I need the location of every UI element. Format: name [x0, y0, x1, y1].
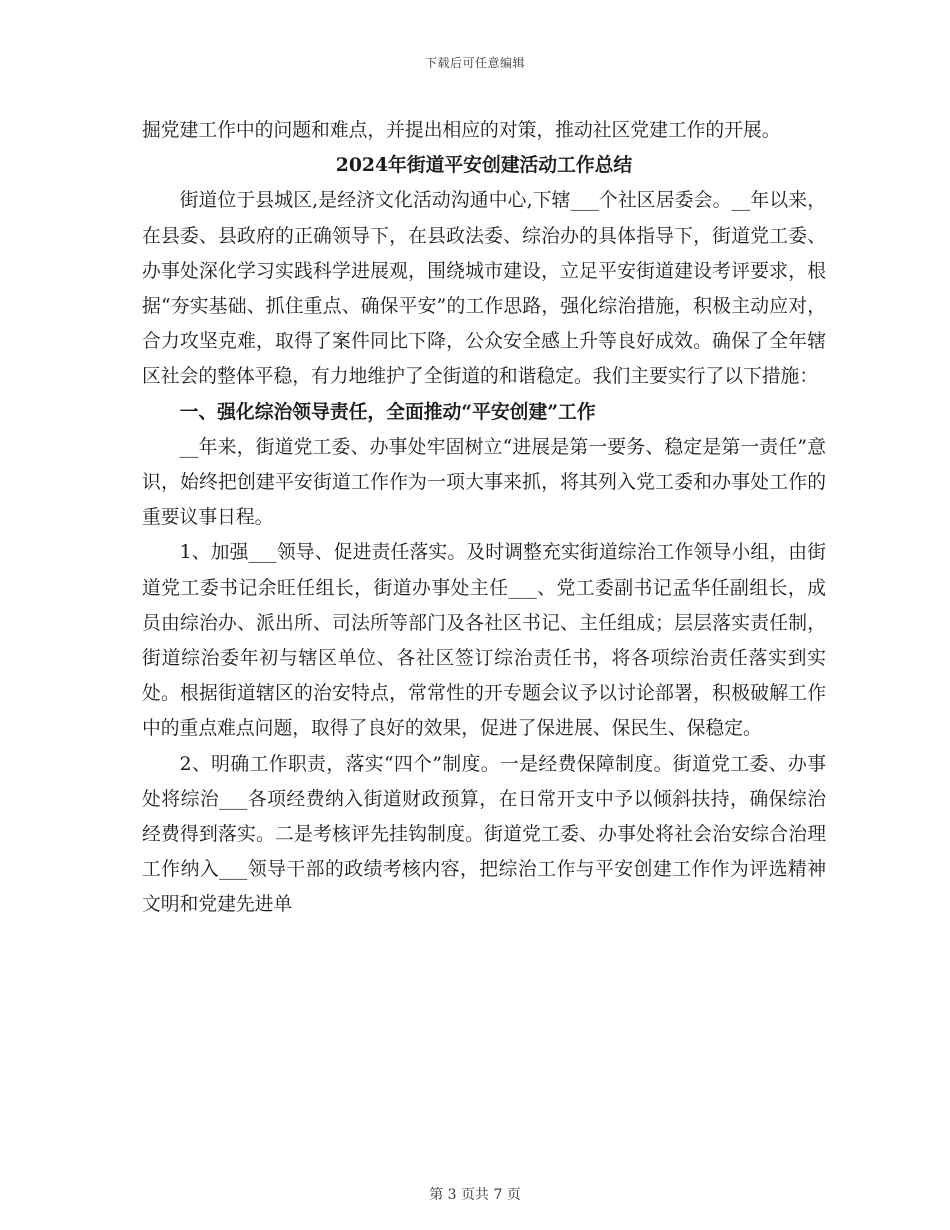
page-number-footer: 第 3 页共 7 页 — [429, 1187, 521, 1203]
intro-paragraph: 街道位于县城区,是经济文化活动沟通中心,下辖___个社区居委会。__年以来，在县委、县政府的正确领导下，在县政法委、综治办的具体指导下，街道党工委、办事处深化学习实践科学进展观，围绕城市建设，立足平安街道建设考评要求，根据“夯实基础、抓住重点、确保平安”的工作思路，强化综治措施，积极主动应对，合力攻坚克难，取得了案件同比下降，公众安全感上升等良好成效。确保了全年辖区社会的整体平稳，有力地维护了全街道的和谐稳定。我们主要实行了以下措施： — [142, 190, 826, 388]
section-1-paragraph: __年来，街道党工委、办事处牢固树立“进展是第一要务、稳定是第一责任”意识，始终把创建平安街道工作作为一项大事来抓，将其列入党工委和办事处工作的重要议事日程。 — [142, 436, 826, 529]
page-header-note: 下载后可任意编辑 — [424, 56, 525, 70]
list-item-1: 1、加强___领导、促进责任落实。及时调整充实街道综治工作领导小组，由街道党工委书记余旺任组长，街道办事处主任___、党工委副书记孟华任副组长，成员由综治办、派出所、司法所等部门及各社区书记、主任组成；层层落实责任制，街道综治委年初与辖区单位、各社区签订综治责任书，将各项综治责任落实到实处。根据街道辖区的治安特点，常常性的开专题会议予以讨论部署，积极破解工作中的重点难点问题，取得了良好的效果，促进了保进展、保民生、保稳定。 — [142, 542, 826, 740]
continuation-paragraph: 掘党建工作中的问题和难点，并提出相应的对策，推动社区党建工作的开展。 — [142, 120, 781, 141]
document-body — [142, 113, 826, 923]
list-item-2: 2、明确工作职责，落实“四个”制度。一是经费保障制度。街道党工委、办事处将综治___各项经费纳入街道财政预算，在日常开支中予以倾斜扶持，确保综治经费得到落实。二是考核评先挂钩制度。街道党工委、办事处将社会治安综合治理工作纳入___领导干部的政绩考核内容，把综治工作与平安创建工作作为评选精神文明和党建先进单 — [142, 753, 826, 916]
document-title: 2024年街道平安创建活动工作总结 — [335, 154, 633, 177]
section-heading-1: 一、强化综治领导责任，全面推动“平安创建”工作 — [179, 400, 596, 423]
